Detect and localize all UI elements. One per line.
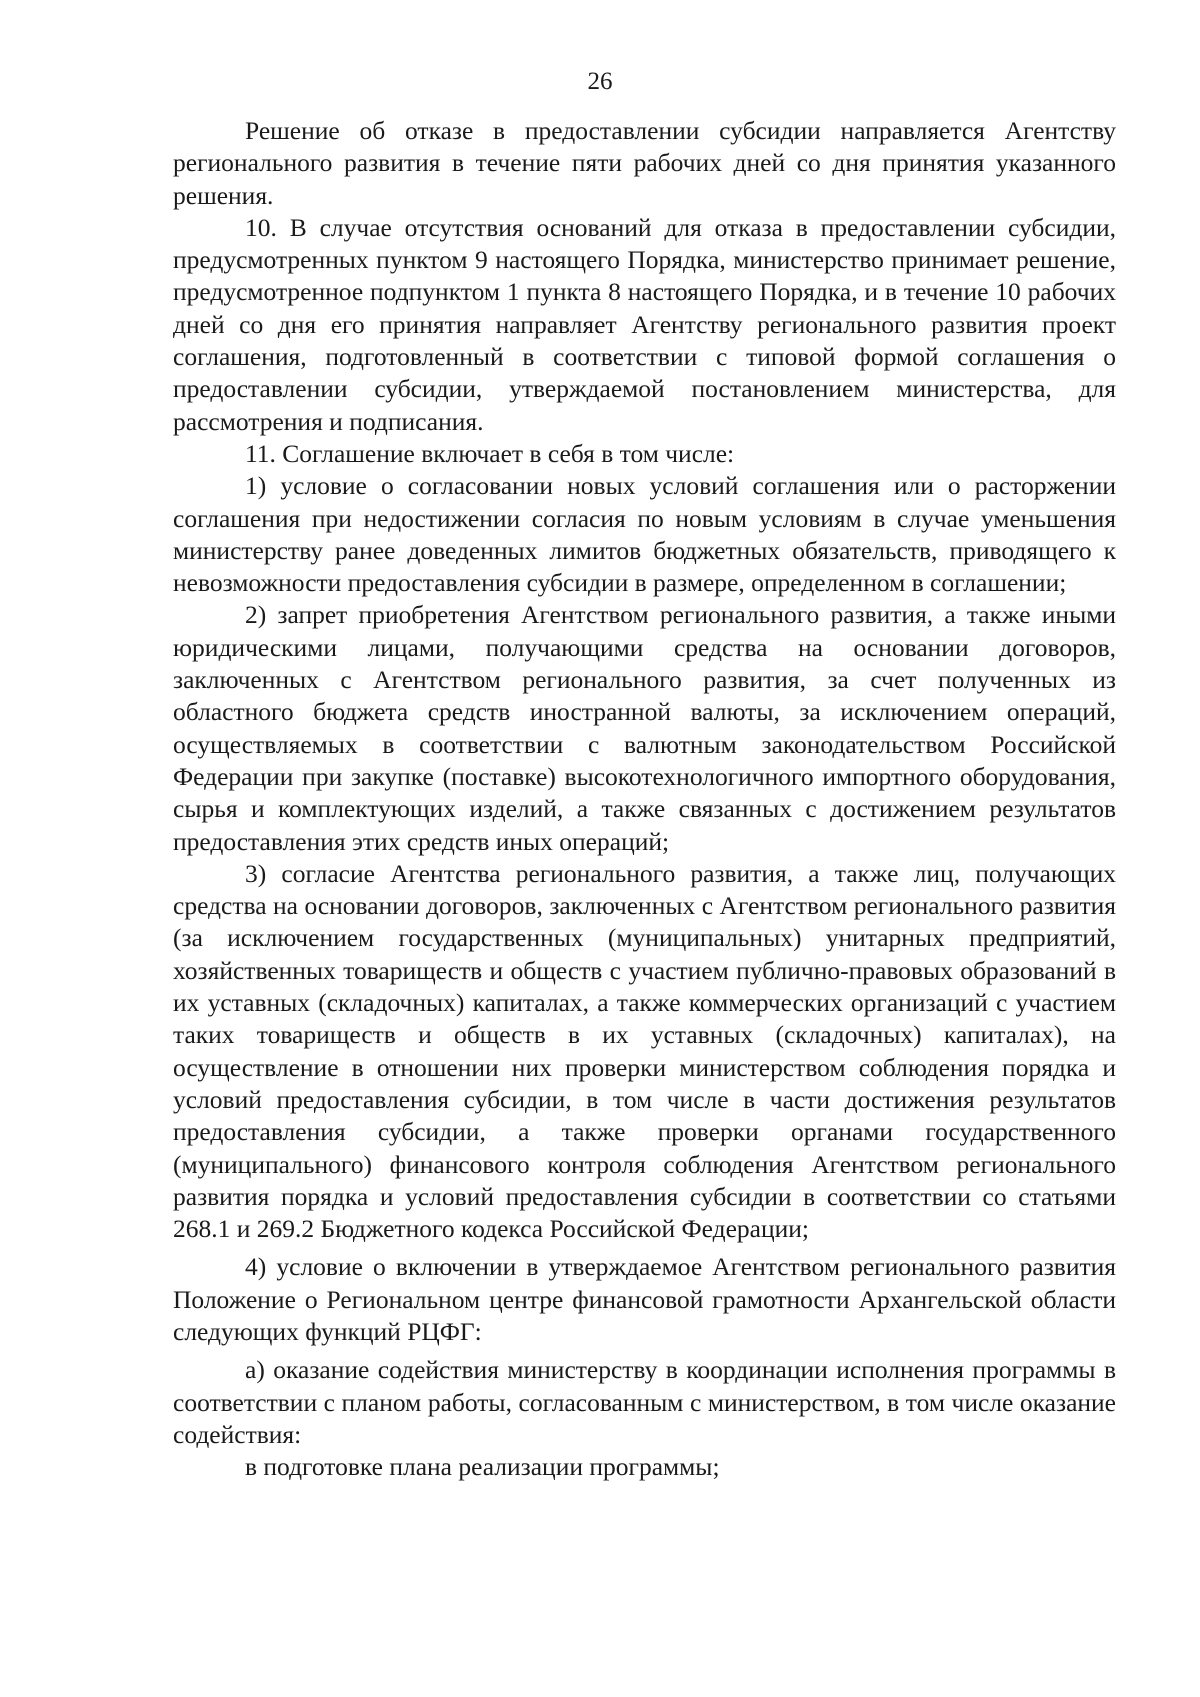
paragraph-item-10: 10. В случае отсутствия оснований для отказа в предоставлении субсидии, предусмотренных пунктом 9 настоящего Порядка, министерство принимает решение, предусмотренное подпунктом 1 пункта 8 настоящего Порядка, и в течение 10 рабочих дней со дня его принятия направляет Агентству регионального развития проект соглашения, подготовленный в соответствии с типовой формой соглашения о предоставлении субсидии, утверждаемой постановлением министерства, для рассмотрения и подписания.: [173, 212, 1116, 436]
paragraph-item-11: 11. Соглашение включает в себя в том числе:: [245, 438, 735, 468]
paragraph-subitem-1: 1) условие о согласовании новых условий соглашения или о расторжении соглашения при недостижении согласия по новым условиям в случае уменьшения министерству ранее доведенных лимитов бюджетных обязательств, приводящего к невозможности предоставления субсидии в размере, определенном в соглашении;: [173, 471, 1116, 598]
paragraph-subitem-a: а) оказание содействия министерству в координации исполнения программы в соответствии с планом работы, согласованным с министерством, в том числе оказание содействия:: [173, 1355, 1116, 1449]
paragraph-subitem-3: 3) согласие Агентства регионального развития, а также лиц, получающих средства на основании договоров, заключенных с Агентством регионального развития (за исключением государственных (муниципальных) унитарных предприятий, хозяйственных товариществ и обществ с участием публично-правовых образований в их уставных (складочных) капиталах, а также коммерческих организаций с участием таких товариществ и обществ в их уставных (складочных) капиталах), на осуществление в отношении них проверки министерством соблюдения порядка и условий предоставления субсидии, в том числе в части достижения результатов предоставления субсидии, а также проверки органами государственного (муниципального) финансового контроля соблюдения Агентством регионального развития порядка и условий предоставления субсидии в соответствии со статьями 268.1 и 269.2 Бюджетного кодекса Российской Федерации;: [173, 858, 1116, 1244]
paragraph-subitem-2: 2) запрет приобретения Агентством регионального развития, а также иными юридическими лицами, получающими средства на основании договоров, заключенных с Агентством регионального развития, за счет полученных из областного бюджета средств иностранной валюты, за исключением операций, осуществляемых в соответствии с валютным законодательством Российской Федерации при закупке (поставке) высокотехнологичного импортного оборудования, сырья и комплектующих изделий, а также связанных с достижением результатов предоставления этих средств иных операций;: [173, 600, 1116, 856]
paragraph-plan-preparation: в подготовке плана реализации программы;: [245, 1452, 720, 1482]
paragraph-subitem-4: 4) условие о включении в утверждаемое Агентством регионального развития Положение о Региональном центре финансовой грамотности Архангельской области следующих функций РЦФГ:: [173, 1252, 1116, 1346]
paragraph-refusal-decision: Решение об отказе в предоставлении субсидии направляется Агентству регионального развития в течение пяти рабочих дней со дня принятия указанного решения.: [173, 116, 1116, 210]
document-body: [173, 115, 1116, 1483]
page-number: 26: [587, 68, 613, 95]
